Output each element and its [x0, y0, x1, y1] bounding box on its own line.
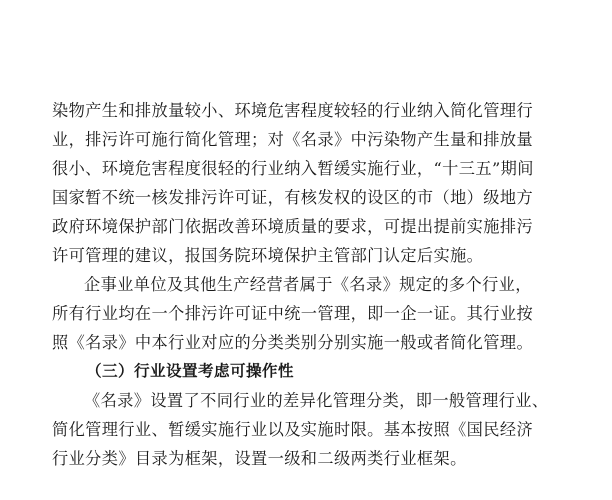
paragraph-line: 所有行业均在一个排污许可证中统一管理，即一企一证。其行业按 [52, 304, 534, 323]
paragraph-line: 简化管理行业、暂缓实施行业以及实施时限。基本按照《国民经济 [52, 420, 534, 439]
paragraph-line: 染物产生和排放量较小、环境危害程度较轻的行业纳入简化管理行 [52, 101, 534, 120]
paragraph-first-line: 《名录》设置了不同行业的差异化管理分类，即一般管理行业、 [84, 391, 549, 410]
body-text [52, 96, 562, 473]
paragraph-line: 业，排污许可施行简化管理；对《名录》中污染物产生量和排放量 [52, 130, 534, 149]
paragraph-line: 行业分类》目录为框架，设置一级和二级两类行业框架。 [52, 449, 467, 468]
paragraph-line: 政府环境保护部门依据改善环境质量的要求，可提出提前实施排污 [52, 217, 534, 236]
paragraph-first-line: 企事业单位及其他生产经营者属于《名录》规定的多个行业， [84, 275, 532, 294]
paragraph-line: 照《名录》中本行业对应的分类类别分别实施一般或者简化管理。 [52, 333, 534, 352]
paragraph-line: 国家暂不统一核发排污许可证，有核发权的设区的市（地）级地方 [52, 188, 534, 207]
section-heading: （三）行业设置考虑可操作性 [86, 362, 294, 380]
paragraph-line: 很小、环境危害程度很轻的行业纳入暂缓实施行业，“十三五”期间 [52, 159, 534, 178]
paragraph-line: 许可管理的建议，报国务院环境保护主管部门认定后实施。 [52, 246, 484, 265]
